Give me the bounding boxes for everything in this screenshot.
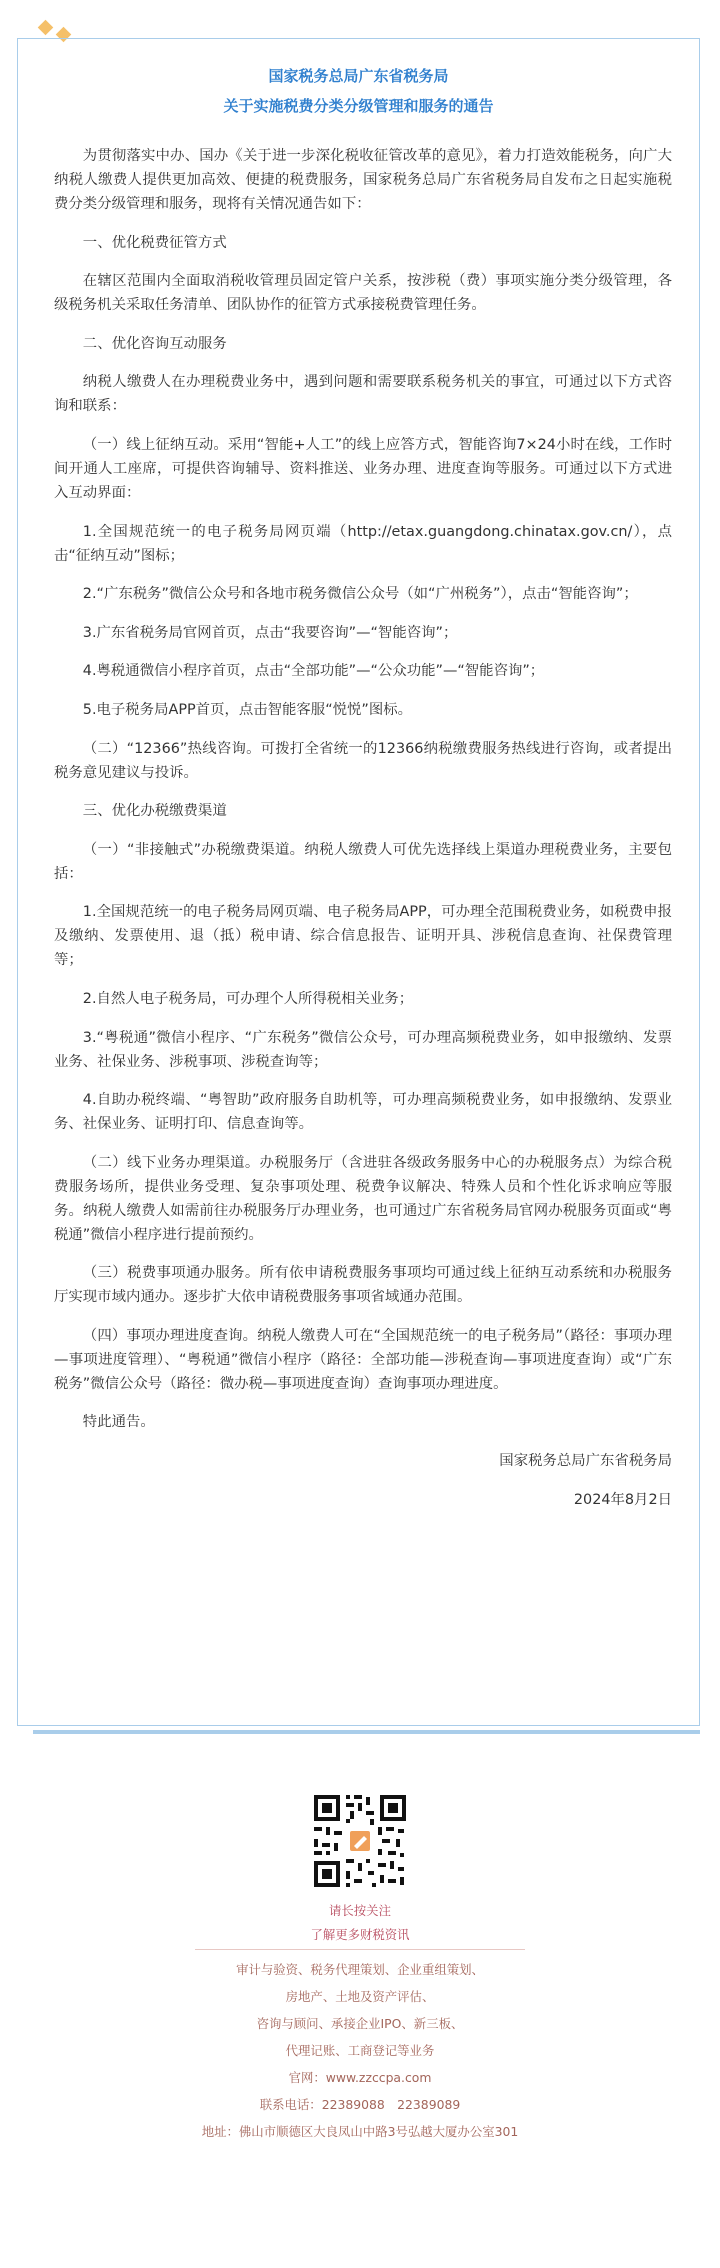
- website-link[interactable]: 官网：www.zzccpa.com: [288, 2070, 432, 2085]
- list-item: 3.广东省税务局官网首页，点击“我要咨询”—“智能咨询”；: [82, 624, 458, 641]
- service-line: 代理记账、工商登记等业务: [285, 2043, 435, 2058]
- paragraph: 纳税人缴费人在办理税费业务中，遇到问题和需要联系税务机关的事宜，可通过以下方式咨询和联系：: [54, 374, 672, 415]
- box-underline: [33, 1730, 700, 1734]
- address: 地址：佛山市顺德区大良凤山中路3号弘越大厦办公室301: [201, 2124, 519, 2139]
- paragraph: （一）“非接触式”办税缴费渠道。纳税人缴费人可优先选择线上渠道办理税费业务，主要包括：: [54, 841, 672, 882]
- list-item: 3.“粤税通”微信小程序、“广东税务”微信公众号，可办理高频税费业务，如申报缴纳、发票业务、社保业务、涉税事项、涉税查询等；: [54, 1029, 672, 1070]
- list-item: 2.“广东税务”微信公众号和各地市税务微信公众号（如“广州税务”），点击“智能咨询”；: [82, 586, 638, 603]
- paragraph: （二）“12366”热线咨询。可拨打全省统一的12366纳税缴费服务热线进行咨询，或者提出税务意见建议与投诉。: [54, 740, 672, 781]
- qr-code-icon[interactable]: [312, 1793, 408, 1889]
- notice-body: [54, 144, 672, 1526]
- paragraph: 为贯彻落实中办、国办《关于进一步深化税收征管改革的意见》，着力打造效能税务，向广大纳税人缴费人提供更加高效、便捷的税费服务，国家税务总局广东省税务局自发布之日起实施税费分类分级管理和服务，现将有关情况通告如下：: [54, 148, 672, 212]
- notice-box: [17, 38, 700, 1726]
- list-item: 4.粤税通微信小程序首页，点击“全部功能”—“公众功能”—“智能咨询”；: [82, 663, 545, 680]
- divider: [195, 1949, 525, 1950]
- paragraph: （三）税费事项通办服务。所有依申请税费服务事项均可通过线上征纳互动系统和办税服务厅实现市域内通办。逐步扩大依申请税费服务事项省域通办范围。: [54, 1265, 672, 1306]
- section-heading: 一、优化税费征管方式: [82, 234, 227, 251]
- date: 2024年8月2日: [573, 1491, 672, 1508]
- notice-title: [18, 61, 699, 121]
- paragraph: （四）事项办理进度查询。纳税人缴费人可在“全国规范统一的电子税务局”（路径：事项办理—事项进度管理）、“粤税通”微信小程序（路径：全部功能—涉税查询—事项进度查询）或“广东税务”微信公众号（路径：微办税—事项进度查询）查询事项办理进度。: [54, 1327, 672, 1392]
- paragraph: （一）线上征纳互动。采用“智能+人工”的线上应答方式，智能咨询7×24小时在线，工作时间开通人工座席，可提供咨询辅导、资料推送、业务办理、进度查询等服务。可通过以下方式进入互动界面：: [54, 436, 672, 501]
- closing-line: 特此通告。: [82, 1414, 155, 1431]
- list-item: 1.全国规范统一的电子税务局网页端（http://etax.guangdong.chinatax.gov.cn/），点击“征纳互动”图标；: [54, 523, 672, 564]
- list-item: 4.自助办税终端、“粤智助”政府服务自助机等，可办理高频税费业务，如申报缴纳、发票业务、社保业务、证明打印、信息查询等。: [54, 1092, 672, 1133]
- title-line-1: 国家税务总局广东省税务局: [268, 67, 449, 85]
- paragraph: 在辖区范围内全面取消税收管理员固定管户关系，按涉税（费）事项实施分类分级管理，各级税务机关采取任务清单、团队协作的征管方式承接税费管理任务。: [54, 273, 672, 314]
- section-heading: 三、优化办税缴费渠道: [82, 803, 227, 820]
- info-prompt: 了解更多财税资讯: [310, 1927, 410, 1942]
- paragraph: （二）线下业务办理渠道。办税服务厅（含进驻各级政务服务中心的办税服务点）为综合税费服务场所，提供业务受理、复杂事项处理、税费争议解决、特殊人员和个性化诉求响应等服务。纳税人缴费人如需前往办税服务厅办理业务，也可通过广东省税务局官网办税服务页面或“粤税通”微信小程序进行提前预约。: [54, 1154, 672, 1243]
- list-item: 2.自然人电子税务局，可办理个人所得税相关业务；: [82, 990, 414, 1007]
- title-line-2: 关于实施税费分类分级管理和服务的通告: [223, 97, 494, 115]
- list-item: 1.全国规范统一的电子税务局网页端、电子税务局APP，可办理全范围税费业务，如税费申报及缴纳、发票使用、退（抵）税申请、综合信息报告、证明开具、涉税信息查询、社保费管理等；: [54, 904, 672, 969]
- follow-prompt: 请长按关注: [329, 1903, 391, 1918]
- phone-numbers: 联系电话：22389088 22389089: [259, 2097, 461, 2112]
- footer: [0, 1793, 720, 2145]
- service-line: 房地产、土地及资产评估、: [285, 1989, 435, 2004]
- service-line: 审计与验资、税务代理策划、企业重组策划、: [236, 1962, 484, 1977]
- list-item: 5.电子税务局APP首页，点击智能客服“悦悦”图标。: [82, 701, 413, 718]
- signature: 国家税务总局广东省税务局: [499, 1453, 672, 1470]
- section-heading: 二、优化咨询互动服务: [82, 335, 227, 352]
- service-line: 咨询与顾问、承接企业IPO、新三板、: [256, 2016, 464, 2031]
- diamond-icon: [38, 20, 54, 36]
